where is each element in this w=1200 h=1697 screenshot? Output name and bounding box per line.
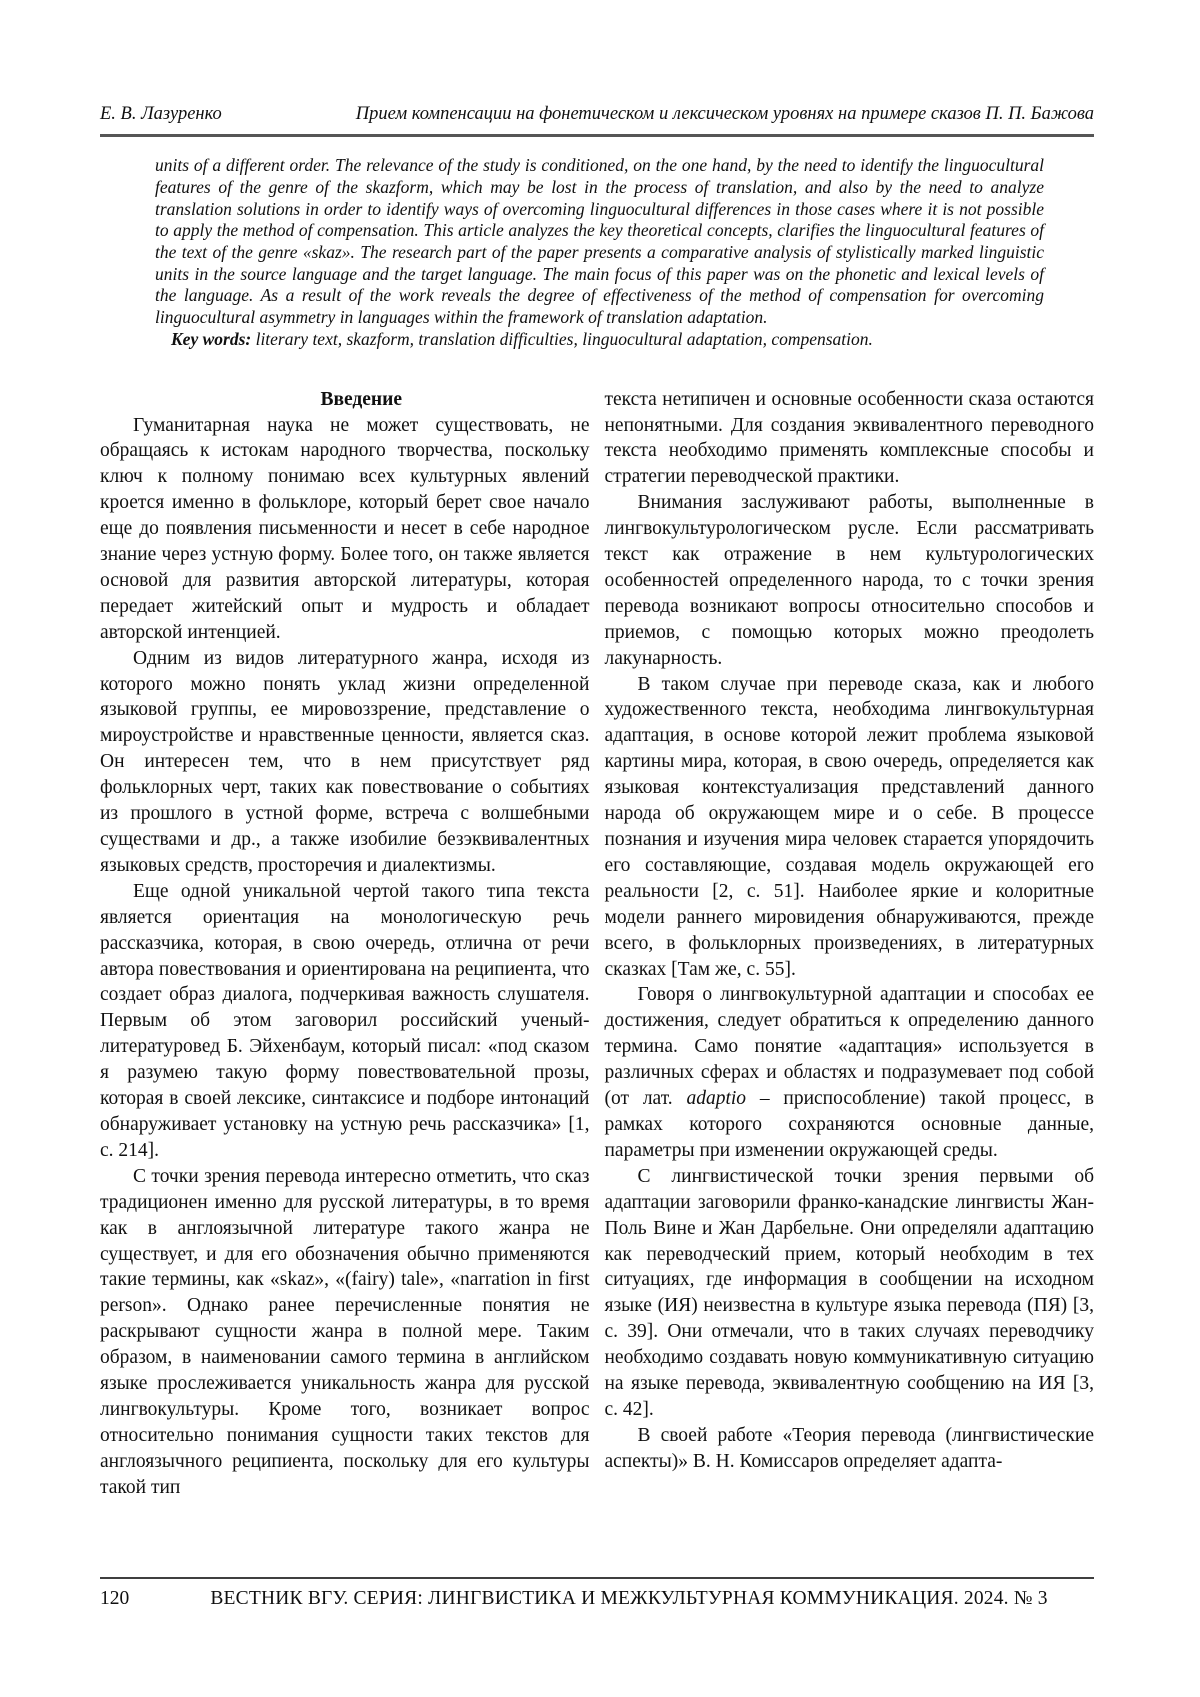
- paragraph: В таком случае при переводе сказа, как и любого художественного текста, необходима лингвокультурная адаптация, в основе которой лежит проблема языковой картины мира, которая, в свою очередь, определяется как языковая контекстуализация представлений данного народа об окружающем мире и о себе. В процессе познания и изучения мира человек старается упорядочить его составляющие, создавая модель окружающей его реальности [2, с. 51]. Наиболее яркие и колоритные модели раннего мировидения обнаруживаются, прежде всего, в фольклорных произведениях, в литературных сказках [Там же, с. 55].: [604, 673, 1094, 980]
- paragraph: текста нетипичен и основные особенности сказа остаются непонятными. Для создания эквивалентного переводного текста необходимо применять комплексные способы и стратегии переводческой практики.: [604, 388, 1094, 488]
- footer: [100, 1577, 1094, 1610]
- left-column: [100, 387, 590, 1557]
- paragraph: Гуманитарная наука не может существовать, не обращаясь к истокам народного творчества, поскольку ключ к полному понимаю всех культурных явлений кроется именно в фольклоре, который берет свое начало еще до появления письменности и несет в себе народное знание через устную форму. Более того, он также является основой для развития авторской литературы, которая передает житейский опыт и мудрость и обладает авторской интенцией.: [100, 414, 590, 643]
- keywords-label: Key words:: [171, 328, 252, 349]
- paragraph: Внимания заслуживают работы, выполненные в лингвокультурологическом русле. Если рассматривать текст как отражение в нем культурологических особенностей определенного народа, то с точки зрения перевода возникают вопросы относительно способов и приемов, с помощью которых можно преодолеть лакунарность.: [604, 492, 1094, 669]
- right-column-paragraphs: [605, 387, 1095, 1475]
- page-number: 120: [100, 1588, 130, 1609]
- paragraph: С точки зрения перевода интересно отметить, что сказ традиционен именно для русской литературы, в то время как в англоязычной литературе такого жанра не существует, и для его обозначения обычно применяются такие термины, как «skaz», «(fairy) tale», «narration in first person». Однако ранее перечисленные понятия не раскрывают сущности жанра в полной мере. Таким образом, в наименовании самого термина в английском языке прослеживается уникальность жанра для русской лингвокультуры. Кроме того, возникает вопрос относительно понимания сущности таких текстов для англоязычного реципиента, поскольку для его культуры такой тип: [100, 1165, 590, 1498]
- left-column-paragraphs: [100, 413, 590, 1501]
- section-heading: Введение: [320, 388, 403, 410]
- paragraph: С лингвистической точки зрения первыми об адаптации заговорили франко-канадские лингвисты Жан-Поль Вине и Жан Дарбельне. Они определяли адаптацию как переводческий прием, который необходим в тех ситуациях, где информация в сообщении на исходном языке (ИЯ) неизвестна в культуре языка перевода (ПЯ) [3, с. 39]. Они отмечали, что в таких случаях переводчику необходимо создавать новую коммуникативную ситуацию на языке перевода, эквивалентную сообщению на ИЯ [3, с. 42].: [604, 1165, 1094, 1420]
- keywords-list: literary text, skazform, translation difficulties, linguocultural adaptation, compensation.: [251, 328, 873, 349]
- right-column: [605, 387, 1095, 1557]
- paragraph: Говоря о лингвокультурной адаптации и способах ее достижения, следует обратиться к определению данного термина. Само понятие «адаптация» используется в различных сферах и областях и подразумевает под собой (от лат. adaptio – приспособление) такой процесс, в рамках которого сохраняются основные данные, параметры при изменении окружающей среды.: [604, 984, 1094, 1161]
- header-title: Прием компенсации на фонетическом и лексическом уровнях на примере сказов П. П. Бажова: [355, 104, 1094, 124]
- article-body: [100, 387, 1094, 1557]
- header-author: Е. В. Лазуренко: [100, 104, 222, 124]
- running-header: [100, 104, 1094, 125]
- abstract-text: units of a different order. The relevance of the study is conditioned, on the one hand, by the need to identify the linguocultural features of the genre of the skazform, which may be lost in the process of translation, and also by the need to analyze translation solutions in order to identify ways of overcoming linguocultural differences in those cases where it is not possible to apply the method of compensation. This article analyzes the key theoretical concepts, clarifies the linguocultural features of the text of the genre «skaz». The research part of the paper presents a comparative analysis of stylistically marked linguistic units in the source language and the target language. The main focus of this paper was on the phonetic and lexical levels of the language. As a result of the work reveals the degree of effectiveness of the method of compensation for overcoming linguocultural asymmetry in languages within the framework of translation adaptation.: [155, 155, 1044, 328]
- header-rule: [100, 134, 1094, 137]
- paragraph: Еще одной уникальной чертой такого типа текста является ориентация на монологическую речь рассказчика, которая, в свою очередь, отлична от речи автора повествования и ориентирована на реципиента, что создает образ диалога, подчеркивая важность слушателя. Первым об этом заговорил российский ученый-литературовед Б. Эйхенбаум, который писал: «под сказом я разумею такую форму повествовательной прозы, которая в своей лексике, синтаксисе и подборе интонаций обнаруживает установку на устную речь рассказчика» [1, с. 214].: [100, 880, 590, 1161]
- paragraph: Одним из видов литературного жанра, исходя из которого можно понять уклад жизни определенной языковой группы, ее мировоззрение, представление о мироустройстве и нравственные ценности, является сказ. Он интересен тем, что в нем присутствует ряд фольклорных черт, таких как повествование о событиях из прошлого в устной форме, встреча с волшебными существами и др., а также изобилие безэквивалентных языковых средств, просторечия и диалектизмы.: [100, 647, 590, 876]
- paragraph: В своей работе «Теория перевода (лингвистические аспекты)» В. Н. Комиссаров определяет адапта-: [604, 1424, 1094, 1472]
- keywords: [155, 329, 1044, 351]
- journal-title: ВЕСТНИК ВГУ. СЕРИЯ: ЛИНГВИСТИКА И МЕЖКУЛЬТУРНАЯ КОММУНИКАЦИЯ. 2024. № 3: [210, 1588, 1048, 1609]
